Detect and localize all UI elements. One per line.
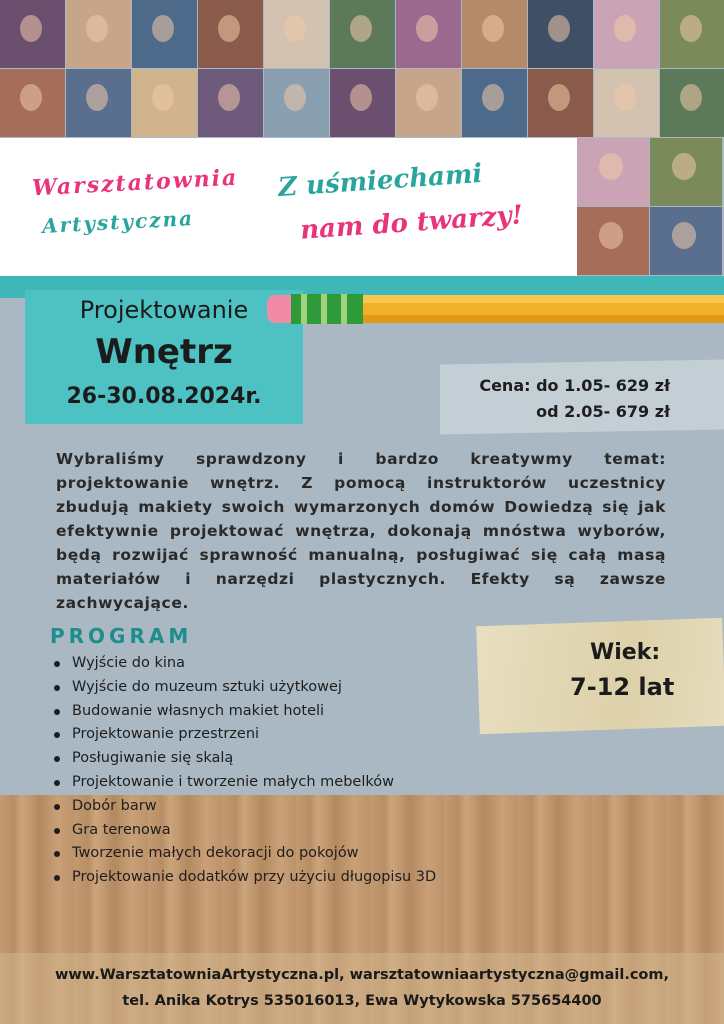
slogan-line-1: Z uśmiechami [277, 158, 484, 204]
header-banner [0, 138, 577, 276]
photo-tile [650, 138, 722, 206]
photo-tile [330, 69, 395, 137]
slogan-line-2: nam do twarzy! [299, 200, 524, 246]
photo-tile [132, 69, 197, 137]
logo-line-1: Warsztatownia [31, 164, 239, 202]
price-line-2: od 2.05- 679 zł [536, 402, 670, 421]
logo [31, 158, 239, 258]
list-item: Dobór barw [52, 798, 436, 822]
photo-tile [594, 69, 659, 137]
program-list [52, 655, 436, 893]
footer-website-email[interactable]: www.WarsztatowniaArtystyczna.pl, warsztatowniaartystyczna@gmail.com, [54, 967, 669, 983]
photo-tile [0, 0, 65, 68]
photo-tile [577, 138, 649, 206]
photo-tile [330, 0, 395, 68]
logo-line-2: Artystyczna [41, 206, 195, 238]
photo-tile [577, 207, 649, 275]
photo-tile [396, 0, 461, 68]
list-item: Wyjście do kina [52, 655, 436, 679]
age-value: 7-12 lat [570, 673, 675, 701]
contact-footer [0, 962, 724, 1014]
photo-collage-side [577, 138, 724, 276]
list-item: Projektowanie i tworzenie małych mebelków [52, 774, 436, 798]
photo-tile [650, 207, 722, 275]
list-item: Projektowanie przestrzeni [52, 726, 436, 750]
list-item: Posługiwanie się skalą [52, 750, 436, 774]
list-item: Gra terenowa [52, 822, 436, 846]
footer-phones: tel. Anika Kotrys 535016013, Ewa Wytykowska 575654400 [122, 993, 602, 1009]
slogan [278, 160, 528, 260]
photo-tile [66, 0, 131, 68]
photo-tile [462, 69, 527, 137]
list-item: Tworzenie małych dekoracji do pokojów [52, 845, 436, 869]
photo-tile [66, 69, 131, 137]
pencil-icon [267, 291, 724, 327]
photo-tile [660, 69, 724, 137]
photo-tile [264, 69, 329, 137]
price-info [479, 373, 670, 425]
title-line-1: Projektowanie [79, 296, 249, 324]
photo-tile [198, 69, 263, 137]
photo-tile [660, 0, 724, 68]
list-item: Budowanie własnych makiet hoteli [52, 703, 436, 727]
photo-tile [132, 0, 197, 68]
description: Wybraliśmy sprawdzony i bardzo kreatywmy temat: projektowanie wnętrz. Z pomocą instruktorów uczestnicy zbudują makiety swoich wymarzonych domów Dowiedzą się jak efektywnie projektować wnętrza, dokonają mnóstwa wyborów, będą rozwijać sprawność manualną, posługiwać się całą masą materiałów i narzędzi plastycznych. Efekty są zawsze zachwycające. [56, 450, 666, 612]
event-dates: 26-30.08.2024r. [66, 384, 262, 409]
photo-tile [396, 69, 461, 137]
photo-tile [198, 0, 263, 68]
photo-tile [462, 0, 527, 68]
age-label: Wiek: [590, 640, 661, 665]
photo-collage [0, 0, 724, 138]
photo-tile [528, 69, 593, 137]
photo-tile [594, 0, 659, 68]
list-item: Projektowanie dodatków przy użyciu długopisu 3D [52, 869, 436, 893]
title-line-2: Wnętrz [95, 332, 233, 372]
list-item: Wyjście do muzeum sztuki użytkowej [52, 679, 436, 703]
title-card [25, 290, 303, 424]
price-line-1: Cena: do 1.05- 629 zł [479, 376, 670, 395]
photo-tile [0, 69, 65, 137]
photo-tile [264, 0, 329, 68]
photo-tile [528, 0, 593, 68]
program-heading: PROGRAM [50, 624, 193, 648]
